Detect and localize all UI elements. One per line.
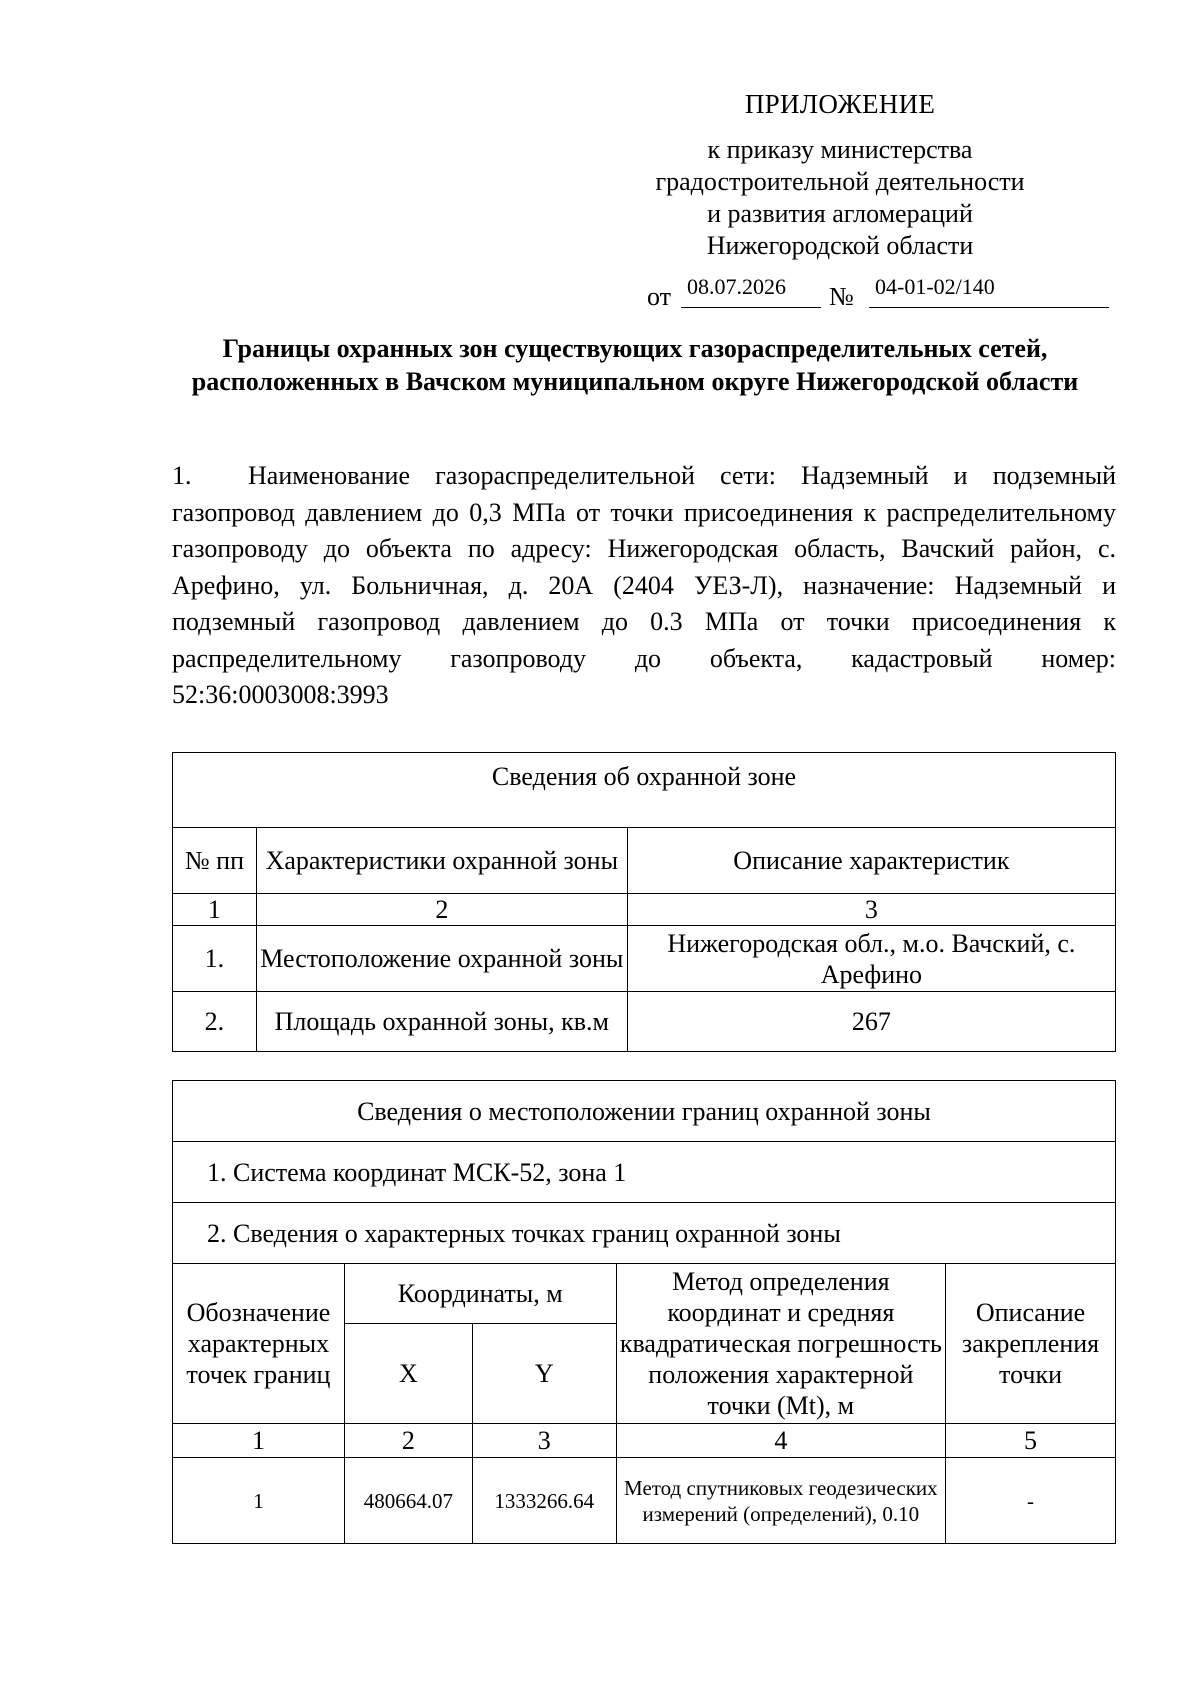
boundary-location-table: [172, 1080, 1116, 1544]
table-cell: 267: [627, 992, 1115, 1052]
table-row: [173, 926, 1116, 992]
order-date: 08.07.2026: [687, 274, 786, 299]
table-caption: Сведения о местоположении границ охранной зоны: [173, 1081, 1116, 1142]
table-row: [173, 992, 1116, 1052]
header-cell: № пп: [173, 828, 257, 894]
table-cell: Площадь охранной зоны, кв.м: [256, 992, 627, 1052]
appendix-block: [590, 88, 1090, 262]
header-cell: X: [344, 1324, 472, 1424]
number-underline: [869, 307, 1109, 308]
appendix-line: и развития агломераций: [707, 199, 973, 228]
order-date-number: [647, 276, 1127, 312]
column-number: 1: [173, 894, 257, 926]
date-label: от: [647, 282, 672, 311]
appendix-line: градостроительной деятельности: [655, 167, 1025, 196]
table-cell: Метод спутниковых геодезических измерений (определений), 0.10: [616, 1458, 945, 1544]
column-number: 1: [173, 1424, 345, 1458]
table-row: [173, 1458, 1116, 1544]
paragraph-number: 1.: [172, 461, 192, 490]
table-cell: 2.: [173, 992, 257, 1052]
column-number: 5: [946, 1424, 1116, 1458]
header-cell: Характеристики охранной зоны: [256, 828, 627, 894]
table-cell: 1.: [173, 926, 257, 992]
header-cell: Метод определения координат и средняя квадратическая погрешность положения характерной точки (Mt), м: [616, 1264, 945, 1424]
column-number: 4: [616, 1424, 945, 1458]
order-number: 04-01-02/140: [875, 274, 995, 299]
column-number: 3: [627, 894, 1115, 926]
paragraph-text: Наименование газораспределительной сети: Надземный и подземный газопровод давлением до 0,3 МПа от точки присоединения к распределительному газопроводу до объекта по адресу: Нижегородская область, Вачский район, с. Арефино, ул. Больничная, д. 20А (2404 УЕЗ-Л), назначение: Надземный и подземный газопровод давлением до 0.3 МПа от точки присоединения к распределительному газопроводу до объекта, кадастровый номер: 52:36:0003008:3993: [172, 461, 1116, 709]
column-number: 2: [256, 894, 627, 926]
header-cell: Описание закрепления точки: [946, 1264, 1116, 1424]
table-cell: 1333266.64: [472, 1458, 616, 1544]
table-cell: Нижегородская обл., м.о. Вачский, с. Арефино: [627, 926, 1115, 992]
header-cell: Описание характеристик: [627, 828, 1115, 894]
network-description: [172, 458, 1116, 714]
appendix-line: Нижегородской области: [706, 231, 974, 260]
coordinate-system: 1. Система координат МСК-52, зона 1: [173, 1142, 1116, 1203]
table-cell: -: [946, 1458, 1116, 1544]
table-caption: Сведения об охранной зоне: [173, 753, 1116, 828]
date-underline: [681, 307, 821, 308]
protection-zone-table: [172, 752, 1116, 1052]
appendix-heading: ПРИЛОЖЕНИЕ: [744, 89, 936, 119]
column-number: 3: [472, 1424, 616, 1458]
table-cell: 480664.07: [344, 1458, 472, 1544]
document-title: Границы охранных зон существующих газораспределительных сетей, расположенных в Вачском муниципальном округе Нижегородской области: [191, 334, 1079, 396]
number-label: №: [829, 282, 854, 311]
appendix-line: к приказу министерства: [707, 135, 973, 164]
column-number: 2: [344, 1424, 472, 1458]
table-cell: 1: [173, 1458, 345, 1544]
header-cell: Обозначение характерных точек границ: [173, 1264, 345, 1424]
table-cell: Местоположение охранной зоны: [256, 926, 627, 992]
header-cell: Координаты, м: [344, 1264, 616, 1324]
header-cell: Y: [472, 1324, 616, 1424]
points-caption: 2. Сведения о характерных точках границ охранной зоны: [173, 1203, 1116, 1264]
